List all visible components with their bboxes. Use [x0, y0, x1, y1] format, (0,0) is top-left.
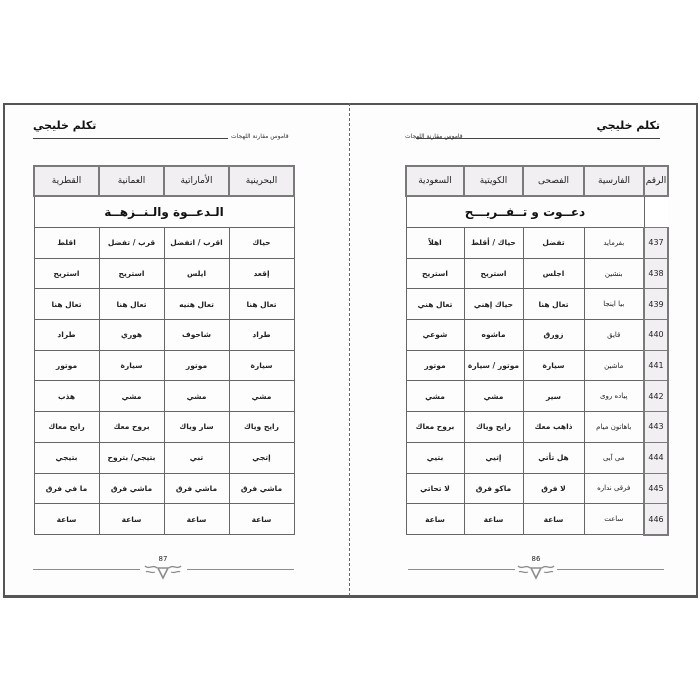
right-page — [351, 105, 694, 593]
entry-number: 446 — [644, 504, 668, 535]
table-row — [406, 350, 668, 381]
book-title: تكلم خليجي — [596, 119, 660, 132]
table-row — [34, 442, 294, 473]
cell-kuwaiti: حياك إهني — [464, 289, 523, 320]
cell-farsi: بنشين — [584, 258, 644, 289]
cell-saudi: موتور — [406, 350, 464, 381]
cell-fusha: اجلس — [523, 258, 584, 289]
cell-qatari: اقلط — [34, 228, 99, 259]
cell-emirati: تبي — [164, 442, 229, 473]
table-row — [406, 473, 668, 504]
entry-number: 443 — [644, 412, 668, 443]
column-header-kuwaiti: الكويتية — [464, 166, 523, 196]
cell-fusha: لا فرق — [523, 473, 584, 504]
table-row — [406, 289, 668, 320]
column-header-fusha: الفصحى — [523, 166, 584, 196]
book-subtitle: قاموس مقارنة اللهجات — [231, 133, 289, 140]
entry-number: 438 — [644, 258, 668, 289]
cell-bahraini: إقعد — [229, 258, 294, 289]
cell-kuwaiti: ماشوه — [464, 320, 523, 351]
table-row — [34, 473, 294, 504]
entry-number: 440 — [644, 320, 668, 351]
entry-number: 442 — [644, 381, 668, 412]
cell-emirati: سار وياك — [164, 412, 229, 443]
cell-omani: قرب / تفضل — [99, 228, 164, 259]
footer-rule-left — [408, 569, 515, 570]
cell-kuwaiti: حياك / أقلط — [464, 228, 523, 259]
page-number: 86 — [531, 555, 541, 563]
cell-emirati: شاحوف — [164, 320, 229, 351]
table-row — [406, 228, 668, 259]
section-title: دعــوت و تــفــريـــح — [406, 196, 644, 228]
cell-qatari: بتيجي — [34, 442, 99, 473]
cell-emirati: تعال هنيه — [164, 289, 229, 320]
column-header-bahraini: البحرينية — [229, 166, 294, 196]
cell-kuwaiti: إتيي — [464, 442, 523, 473]
table-header-row — [406, 166, 668, 196]
cell-saudi: مشي — [406, 381, 464, 412]
cell-saudi: بتيي — [406, 442, 464, 473]
table-row — [34, 320, 294, 351]
cell-omani: بروح معك — [99, 412, 164, 443]
cell-bahraini: طراد — [229, 320, 294, 351]
cell-farsi: بفرمايد — [584, 228, 644, 259]
cell-omani: ماشي فرق — [99, 473, 164, 504]
table-row — [34, 504, 294, 535]
cell-farsi: فرقی نداره — [584, 473, 644, 504]
cell-farsi: بيا اينجا — [584, 289, 644, 320]
cell-qatari: ما في فرق — [34, 473, 99, 504]
cell-omani: بتيجي/ بتروح — [99, 442, 164, 473]
section-title-row — [406, 196, 668, 228]
cell-qatari: طراد — [34, 320, 99, 351]
ornament-icon — [143, 560, 183, 580]
cell-qatari: رايح معاك — [34, 412, 99, 443]
footer-rule-right — [557, 569, 664, 570]
table-row — [34, 350, 294, 381]
entry-number: 439 — [644, 289, 668, 320]
cell-saudi: بروح معاك — [406, 412, 464, 443]
table-row — [406, 412, 668, 443]
cell-omani: هوري — [99, 320, 164, 351]
cell-fusha: تعال هنا — [523, 289, 584, 320]
page-gutter-divider — [349, 103, 350, 596]
cell-qatari: استريح — [34, 258, 99, 289]
cell-emirati: ماشي فرق — [164, 473, 229, 504]
cell-bahraini: إتجي — [229, 442, 294, 473]
cell-saudi: استريح — [406, 258, 464, 289]
entry-number: 445 — [644, 473, 668, 504]
column-header-qatari: القطرية — [34, 166, 99, 196]
table-row — [406, 381, 668, 412]
left-page — [5, 105, 349, 593]
footer-rule-left — [33, 569, 140, 570]
cell-fusha: تفضل — [523, 228, 584, 259]
table-row — [406, 442, 668, 473]
cell-emirati: مشي — [164, 381, 229, 412]
column-header-farsi: الفارسية — [584, 166, 644, 196]
cell-saudi: اهلاً — [406, 228, 464, 259]
table-row — [406, 258, 668, 289]
cell-fusha: هل تأتي — [523, 442, 584, 473]
section-blank-cell — [644, 196, 668, 228]
cell-omani: سيارة — [99, 350, 164, 381]
cell-bahraini: حياك — [229, 228, 294, 259]
page-number: 87 — [158, 555, 168, 563]
cell-kuwaiti: موتور / سيارة — [464, 350, 523, 381]
cell-farsi: قايق — [584, 320, 644, 351]
cell-qatari: ساعة — [34, 504, 99, 535]
section-title-row — [34, 196, 294, 228]
footer-rule-right — [187, 569, 294, 570]
cell-fusha: زورق — [523, 320, 584, 351]
column-header-omani: العمانية — [99, 166, 164, 196]
dictionary-table-right — [405, 165, 669, 536]
cell-fusha: ساعة — [523, 504, 584, 535]
cell-farsi: پیاده روی — [584, 381, 644, 412]
table-row — [34, 228, 294, 259]
header-rule — [33, 138, 228, 139]
column-header-saudi: السعودية — [406, 166, 464, 196]
cell-qatari: هذب — [34, 381, 99, 412]
cell-farsi: ماشين — [584, 350, 644, 381]
cell-bahraini: رايح وياك — [229, 412, 294, 443]
table-row — [34, 381, 294, 412]
cell-omani: تعال هنا — [99, 289, 164, 320]
ornament-icon — [516, 560, 556, 580]
table-row — [34, 258, 294, 289]
cell-omani: مشي — [99, 381, 164, 412]
table-header-row — [34, 166, 294, 196]
table-row — [34, 412, 294, 443]
cell-omani: استريح — [99, 258, 164, 289]
cell-saudi: لا تحاتي — [406, 473, 464, 504]
section-title: الـدعــوة والـنــزهــة — [34, 196, 294, 228]
cell-farsi: باهاتون ميام — [584, 412, 644, 443]
cell-kuwaiti: مشي — [464, 381, 523, 412]
cell-bahraini: ساعة — [229, 504, 294, 535]
cell-fusha: سير — [523, 381, 584, 412]
column-header-number: الرقم — [644, 166, 668, 196]
cell-bahraini: مشي — [229, 381, 294, 412]
dictionary-table-left — [33, 165, 295, 535]
cell-emirati: موتور — [164, 350, 229, 381]
entry-number: 437 — [644, 228, 668, 259]
cell-saudi: تعال هني — [406, 289, 464, 320]
cell-bahraini: ماشي فرق — [229, 473, 294, 504]
table-row — [406, 320, 668, 351]
cell-omani: ساعة — [99, 504, 164, 535]
cell-saudi: شوعي — [406, 320, 464, 351]
cell-kuwaiti: رايح وياك — [464, 412, 523, 443]
cell-fusha: سيارة — [523, 350, 584, 381]
cell-emirati: ايلس — [164, 258, 229, 289]
column-header-emirati: الأماراتية — [164, 166, 229, 196]
table-row — [406, 504, 668, 535]
entry-number: 444 — [644, 442, 668, 473]
cell-bahraini: سيارة — [229, 350, 294, 381]
cell-qatari: موتور — [34, 350, 99, 381]
cell-farsi: ساعت — [584, 504, 644, 535]
table-row — [34, 289, 294, 320]
cell-fusha: ذاهب معك — [523, 412, 584, 443]
cell-qatari: تعال هنا — [34, 289, 99, 320]
cell-kuwaiti: ماكو فرق — [464, 473, 523, 504]
cell-kuwaiti: ساعة — [464, 504, 523, 535]
entry-number: 441 — [644, 350, 668, 381]
cell-bahraini: تعال هنا — [229, 289, 294, 320]
book-subtitle: قاموس مقارنة اللهجات — [405, 133, 463, 140]
cell-emirati: اقرب / اتفضل — [164, 228, 229, 259]
cell-emirati: ساعة — [164, 504, 229, 535]
cell-farsi: می آیی — [584, 442, 644, 473]
book-title: تكلم خليجي — [33, 119, 97, 132]
cell-kuwaiti: استريح — [464, 258, 523, 289]
cell-saudi: ساعة — [406, 504, 464, 535]
